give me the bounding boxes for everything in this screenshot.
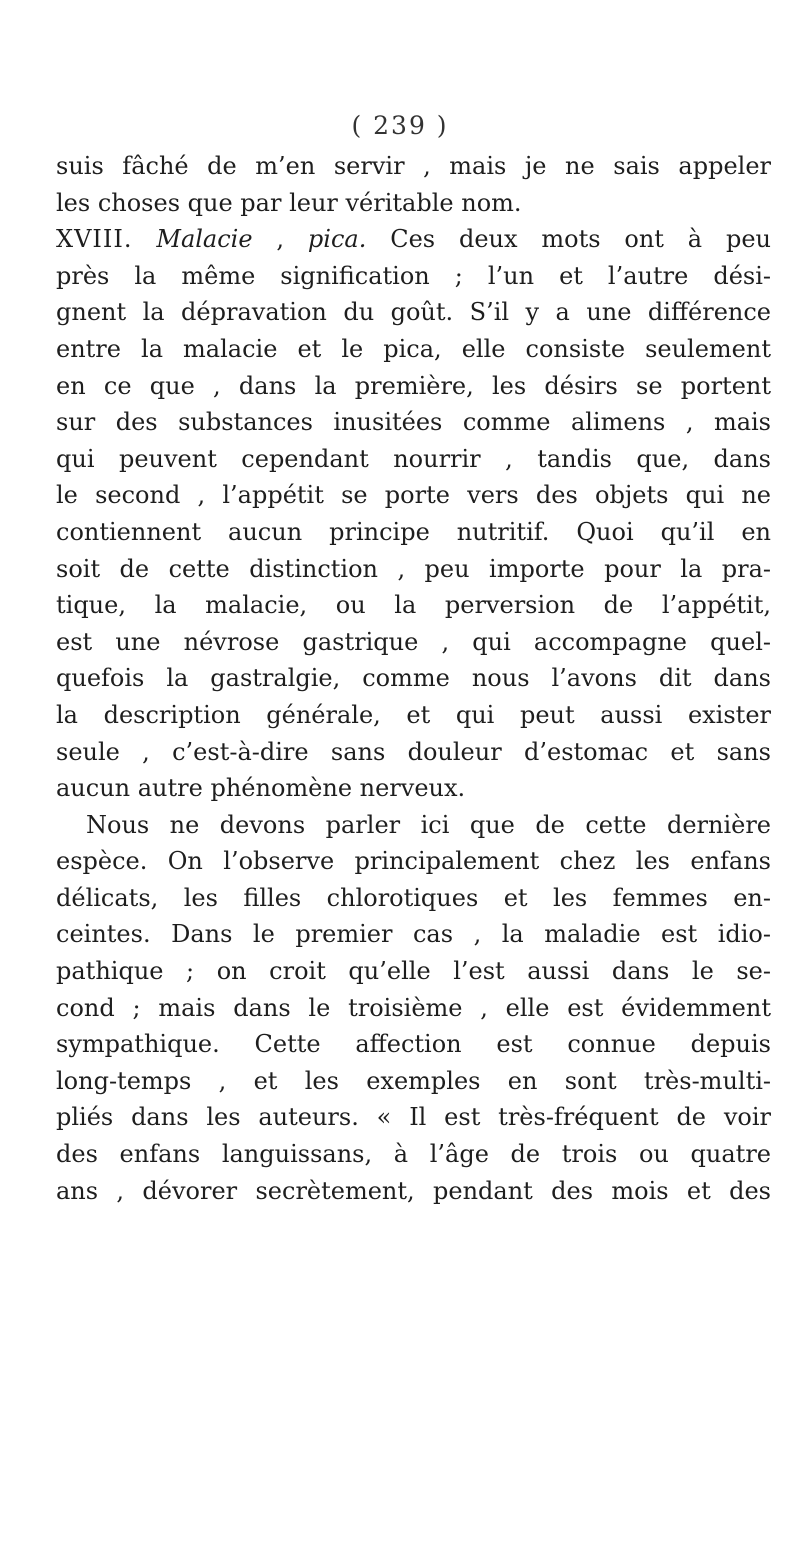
text-line: des enfans languissans, à l’âge de trois ou quatre [56, 1140, 771, 1169]
text-line: espèce. On l’observe principalement chez les enfans [56, 847, 771, 876]
text-line: soit de cette distinction , peu importe pour la pra- [56, 554, 771, 583]
text-line: sur des substances inusitées comme alimens , mais [56, 408, 771, 437]
text-line: est une névrose gastrique , qui accompagne quel- [56, 627, 771, 656]
text-line: long-temps , et les exemples en sont très-multi- [56, 1066, 771, 1095]
text-line: seule , c’est-à-dire sans douleur d’estomac et sans [56, 737, 771, 766]
text-line: suis fâché de m’en servir , mais je ne sais appeler [56, 152, 771, 180]
text-line: la description générale, et qui peut aussi exister [56, 700, 771, 729]
section-heading-line [56, 221, 771, 258]
section-number: XVIII. [56, 225, 133, 254]
text-line: aucun autre phénomène nerveux. [56, 774, 466, 803]
text-line: près la même signification ; l’un et l’autre dési- [56, 261, 771, 290]
body-text [56, 148, 771, 1209]
text-line: le second , l’appétit se porte vers des objets qui ne [56, 481, 771, 510]
paragraph-start-line: Nous ne devons parler ici que de cette dernière [86, 810, 771, 839]
text-run: Ces deux mots ont à peu [366, 225, 771, 254]
text-line: délicats, les filles chlorotiques et les femmes en- [56, 883, 771, 912]
text-line: ans , dévorer secrètement, pendant des mois et des [56, 1176, 771, 1205]
separator: , [252, 225, 308, 254]
text-line: sympathique. Cette affection est connue depuis [56, 1030, 771, 1059]
italic-term: pica. [307, 225, 367, 254]
text-line: pliés dans les auteurs. « Il est très-fréquent de voir [56, 1103, 771, 1132]
text-line: ceintes. Dans le premier cas , la maladie est idio- [56, 920, 771, 949]
text-line: qui peuvent cependant nourrir , tandis que, dans [56, 444, 771, 473]
text-line: entre la malacie et le pica, elle consiste seulement [56, 334, 771, 363]
text-line: en ce que , dans la première, les désirs se portent [56, 371, 771, 400]
text-line: pathique ; on croit qu’elle l’est aussi dans le se- [56, 957, 771, 986]
text-line: gnent la dépravation du goût. S’il y a une différence [56, 298, 771, 327]
text-line: quefois la gastralgie, comme nous l’avons dit dans [56, 664, 771, 693]
text-line: cond ; mais dans le troisième , elle est évidemment [56, 993, 771, 1022]
italic-term: Malacie [156, 225, 253, 254]
text-line: les choses que par leur véritable nom. [56, 188, 522, 217]
text-line: contiennent aucun principe nutritif. Quoi qu’il en [56, 517, 771, 546]
page-number: ( 239 ) [351, 111, 449, 140]
text-line: tique, la malacie, ou la perversion de l’appétit, [56, 591, 771, 620]
